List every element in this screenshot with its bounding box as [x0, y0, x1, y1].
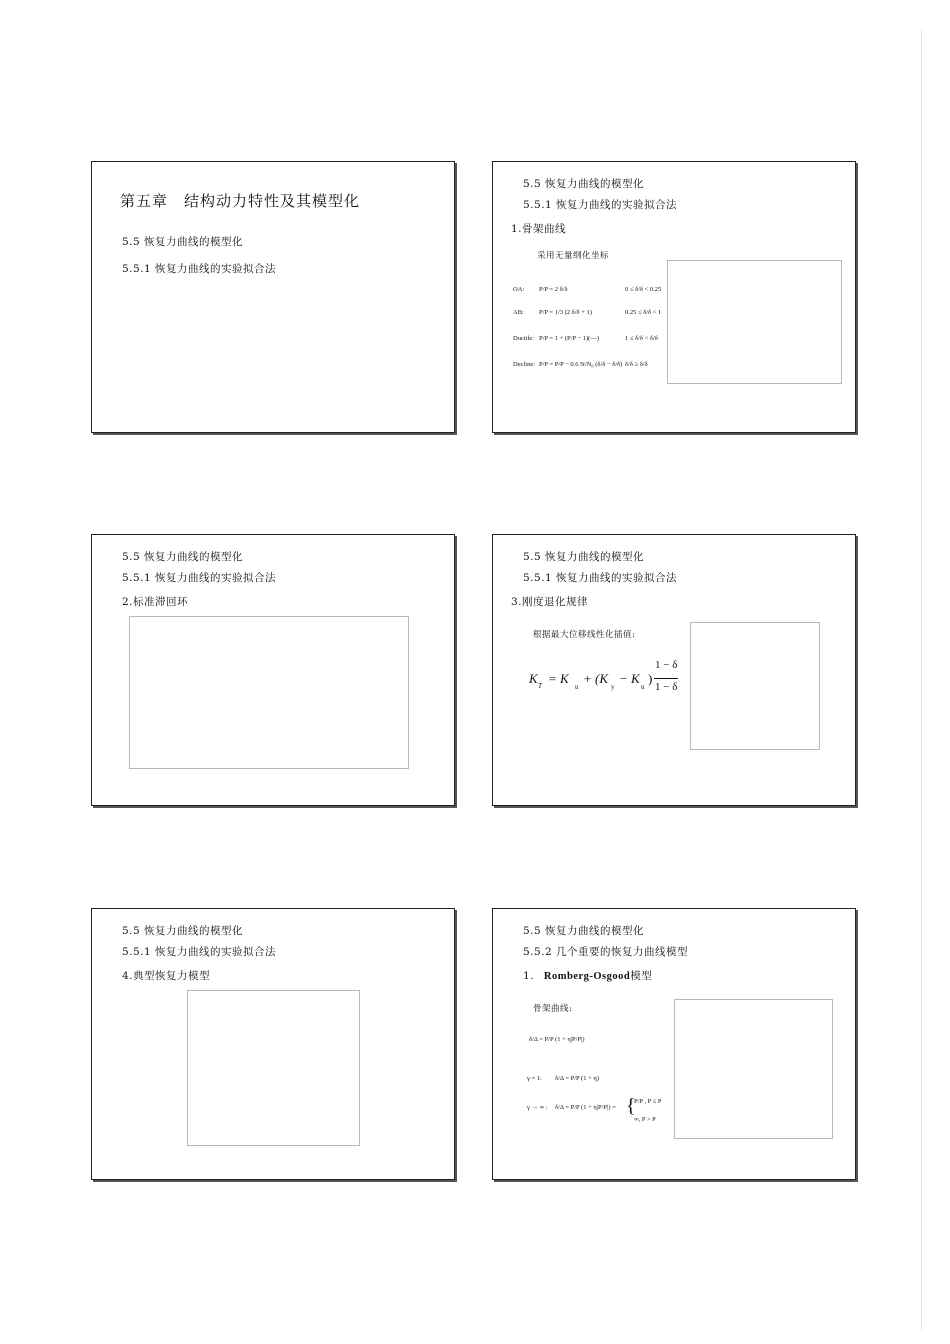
subsection-heading: 5.5.1 恢复力曲线的实验拟合法: [122, 572, 277, 584]
eq3-brace: {: [626, 1095, 636, 1117]
figure-placeholder: [187, 990, 360, 1146]
eq-skeleton: δ/Δ = P/P (1 + η|P/P|): [529, 1036, 585, 1043]
item-model-name: Romberg-Osgood: [543, 971, 631, 982]
subsection-heading: 5.5.2 几个重要的恢复力曲线模型: [523, 946, 689, 958]
stiffness-formula: [529, 661, 689, 711]
subsection-heading: 5.5.1 恢复力曲线的实验拟合法: [523, 199, 678, 211]
section-heading: 5.5 恢复力曲线的模型化: [523, 925, 645, 937]
formula-plus-ky: + (K: [583, 671, 609, 686]
formula-fraction-bar: [654, 678, 678, 679]
eq-label-decline: Decline:: [513, 361, 536, 368]
eq3-expr: δ/Δ = P/P (1 + η|P/P|) =: [555, 1104, 616, 1111]
eq-expr-oa: P/P = 2 δ/δ: [539, 286, 568, 293]
formula-minus-ku: − K: [619, 671, 640, 686]
formula-sub-t: T: [538, 682, 542, 690]
item-heading: [523, 968, 652, 983]
section-heading: 5.5 恢复力曲线的模型化: [122, 551, 244, 563]
eq-cond-ductile: 1 ≤ δ/δ < δ/δ: [625, 335, 658, 342]
figure-placeholder: [129, 616, 409, 769]
item-suffix: 模型: [630, 970, 653, 982]
item-heading: 3.刚度退化规律: [511, 596, 589, 608]
eq3-label: γ → ∞ :: [527, 1104, 548, 1111]
formula-sub-u: u: [575, 683, 579, 691]
eq2-label: γ = 1:: [527, 1075, 542, 1082]
section-heading: 5.5 恢复力曲线的模型化: [523, 551, 645, 563]
figure-placeholder: [667, 260, 842, 384]
eq2-expr: δ/Δ = P/P (1 + η): [555, 1075, 599, 1082]
formula-eq-ku: = K: [548, 671, 569, 686]
eq-expr-decline: P/P = P/P − 0.6 N/N₀ (δ/δ − δ/δ): [539, 361, 623, 368]
note-text: 采用无量纲化坐标: [537, 251, 610, 261]
slide-2: [492, 161, 856, 433]
page-edge-line: [921, 30, 922, 1330]
item-heading: 2.标准滞回环: [122, 596, 189, 608]
figure-placeholder: [674, 999, 833, 1139]
formula-numerator: 1 − δ: [655, 659, 678, 671]
eq3-case2: ∞, P > P: [634, 1116, 656, 1123]
chapter-title: 第五章 结构动力特性及其模型化: [120, 192, 361, 210]
section-heading: 5.5 恢复力曲线的模型化: [523, 178, 645, 190]
note-text: 根据最大位移线性化插值:: [533, 630, 636, 640]
formula-denominator: 1 − δ: [655, 681, 678, 693]
item-heading: 1.骨架曲线: [511, 223, 567, 235]
eq-expr-ductile: P/P = 1 + (P/P − 1)(—): [539, 335, 599, 342]
eq-expr-ab: P/P = 1/3 (2 δ/δ + 1): [539, 309, 592, 316]
eq-cond-ab: 0.25 ≤ δ/δ < 1: [625, 309, 662, 316]
eq3-case1: P/P , P ≤ P: [634, 1098, 662, 1105]
slide-3: [91, 534, 455, 806]
eq-cond-decline: δ/δ ≥ δ/δ: [625, 361, 648, 368]
slide-5: [91, 908, 455, 1180]
formula-sub-y: y: [611, 683, 615, 691]
eq-label-oa: OA:: [513, 286, 525, 293]
slide-6: [492, 908, 856, 1180]
subsection-heading: 5.5.1 恢复力曲线的实验拟合法: [122, 946, 277, 958]
subsection-heading: 5.5.1 恢复力曲线的实验拟合法: [523, 572, 678, 584]
eq-label-ductile: Ductile:: [513, 335, 534, 342]
subsection-heading: 5.5.1 恢复力曲线的实验拟合法: [122, 263, 277, 275]
eq-cond-oa: 0 ≤ δ/δ < 0.25: [625, 286, 662, 293]
formula-k: K: [529, 671, 538, 686]
item-number: 1.: [523, 970, 535, 982]
slide-4: [492, 534, 856, 806]
section-heading: 5.5 恢复力曲线的模型化: [122, 925, 244, 937]
slide-1: [91, 161, 455, 433]
note-text: 骨架曲线:: [533, 1004, 573, 1014]
formula-paren: ): [648, 671, 653, 686]
formula-sub-u2: u: [641, 683, 645, 691]
figure-placeholder: [690, 622, 820, 750]
section-heading: 5.5 恢复力曲线的模型化: [122, 236, 244, 248]
item-heading: 4.典型恢复力模型: [122, 970, 211, 982]
eq-label-ab: AB:: [513, 309, 524, 316]
